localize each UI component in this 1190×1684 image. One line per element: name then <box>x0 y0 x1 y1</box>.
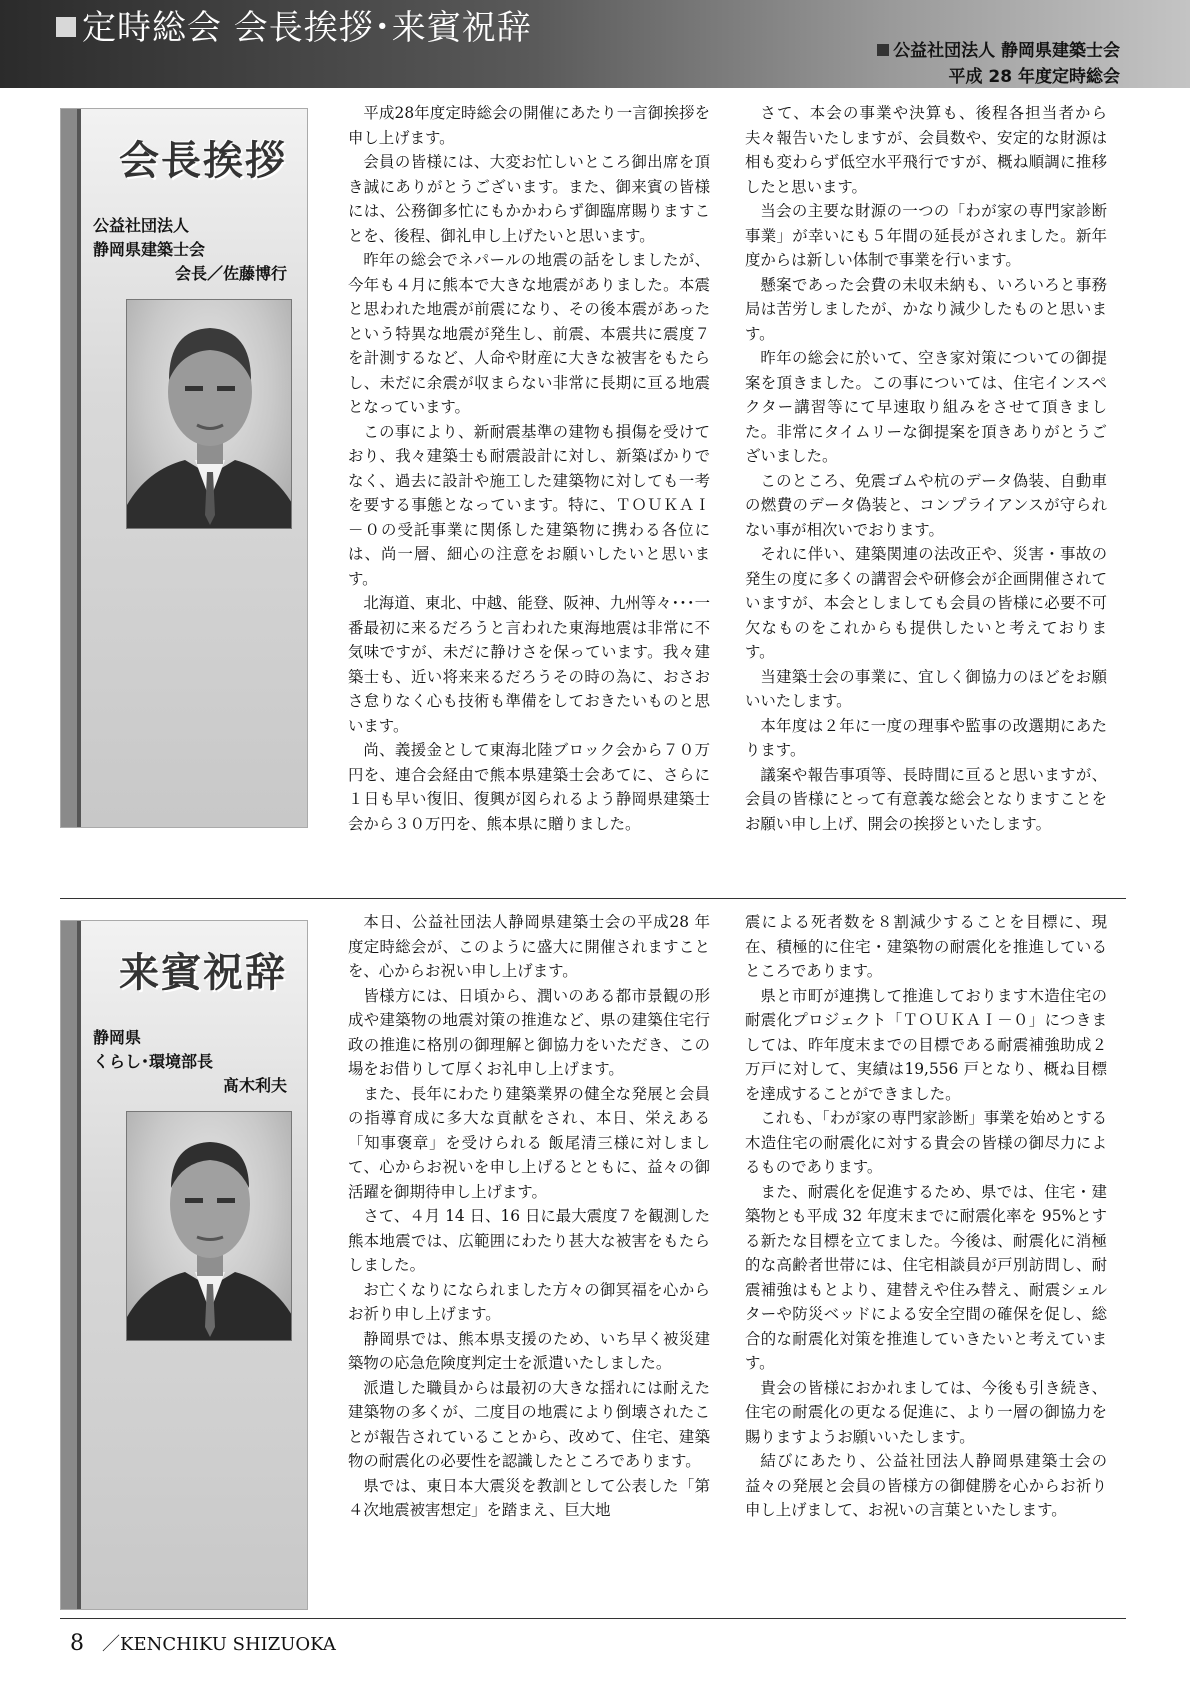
paragraph: これも、「わが家の専門家診断」事業を始めとする木造住宅の耐震化に対する貴会の皆様の御尽力によるものであります。 <box>745 1109 1107 1176</box>
paragraph: このところ、免震ゴムや杭のデータ偽装、自動車の燃費のデータ偽装と、コンプライアンスが守られない事が相次いでおります。 <box>745 471 1107 539</box>
paragraph: 当会の主要な財源の一つの「わが家の専門家診断事業」が幸いにも５年間の延長がされました。新年度からは新しい体制で事業を行います。 <box>745 202 1107 269</box>
paragraph: 議案や報告事項等、長時間に亘ると思いますが、会員の皆様にとって有意義な総会となりますことをお願い申し上げ、開会の挨拶といたします。 <box>745 765 1107 833</box>
paragraph: 昨年の総会に於いて、空き家対策についての御提案を頂きました。この事については、住宅インスペクター講習等にて早速取り組みをさせて頂きました。非常にタイムリーな御提案を頂きありがとうございました。 <box>745 349 1107 465</box>
paragraph: 当建築士会の事業に、宜しく御協力のほどをお願いいたします。 <box>745 667 1107 710</box>
paragraph: 北海道、東北、中越、能登、阪神、九州等々･･･一番最初に来るだろうと言われた東海地震は非常に不気味ですが、未だに静けさを保っています。我々建築士も、近い将来来るだろうその時の為に、おさおさ怠りなく心も技術も準備をしておきたいものと思います。 <box>348 594 710 735</box>
paragraph: 尚、義援金として東海北陸ブロック会から７０万円を、連合会経由で熊本県建築士会あてに、さらに１日も早い復旧、復興が図られるよう静岡県建築士会から３０万円を、熊本県に贈りました。 <box>348 741 710 833</box>
page-number: 8 <box>70 1631 84 1656</box>
greeting-column-2 <box>745 101 1107 836</box>
card-org-line2: くらし･環境部長 <box>93 1052 214 1071</box>
footer-divider <box>60 1618 1126 1619</box>
paragraph: 県では、東日本大震災を教訓として公表した「第４次地震被害想定」を踏まえ、巨大地 <box>348 1476 710 1519</box>
page-footer <box>70 1630 336 1656</box>
card-title: 来賓祝辞 <box>119 950 287 996</box>
publication-name: ／KENCHIKU SHIZUOKA <box>102 1634 336 1655</box>
paragraph: 皆様方には、日頃から、潤いのある都市景観の形成や建築物の地震対策の推進など、県の建築住宅行政の推進に格別の御理解と御協力をいただき、この場をお借りして厚くお礼申し上げます。 <box>348 986 710 1078</box>
paragraph: さて、本会の事業や決算も、後程各担当者から夫々報告いたしますが、会員数や、安定的な財源は相も変わらず低空水平飛行ですが、概ね順調に推移したと思います。 <box>745 104 1107 196</box>
paragraph: 本日、公益社団法人静岡県建築士会の平成28 年度定時総会が、このように盛大に開催されますことを、心からお祝い申し上げます。 <box>348 913 710 980</box>
paragraph: さて、４月 14 日、16 日に最大震度７を観測した熊本地震では、広範囲にわたり甚大な被害をもたらしました。 <box>348 1207 710 1274</box>
paragraph: 結びにあたり、公益社団法人静岡県建築士会の益々の発展と会員の皆様方の御健勝を心からお祈り申し上げまして、お祝いの言葉といたします。 <box>745 1452 1107 1519</box>
portrait-image <box>127 300 292 529</box>
greeting-column-1 <box>348 101 710 836</box>
card-title: 会長挨拶 <box>119 138 287 184</box>
paragraph: 懸案であった会費の未収未納も、いろいろと事務局は苦労しましたが、かなり減少したものと思います。 <box>745 275 1107 343</box>
paragraph: 本年度は２年に一度の理事や監事の改選期にあたります。 <box>745 716 1107 759</box>
square-bullet-icon <box>56 17 76 37</box>
portrait-image <box>127 1112 292 1341</box>
page-title: 定時総会 会長挨拶･来賓祝辞 <box>56 6 532 50</box>
paragraph: 県と市町が連携して推進しております木造住宅の耐震化プロジェクト「ＴＯＵＫＡＩ－０」につきましては、昨年度末までの目標である耐震補強助成２万戸に対して、実績は19,556 戸となり、概ね目標を達成することができました。 <box>745 986 1107 1103</box>
card-speaker-name: 髙木利夫 <box>222 1076 287 1095</box>
paragraph: 貴会の皆様におかれましては、今後も引き続き、住宅の耐震化の更なる促進に、より一層の御協力を賜りますようお願いいたします。 <box>745 1378 1107 1446</box>
header-event-name: 平成 28 年度定時総会 <box>948 67 1120 87</box>
card-org-line1: 静岡県 <box>93 1028 142 1047</box>
paragraph: 派遣した職員からは最初の大きな揺れには耐えた建築物の多くが、二度目の地震により倒壊されたことが報告されていることから、改めて、住宅、建築物の耐震化の必要性を認識したところであります。 <box>348 1378 710 1470</box>
card-org-line2: 静岡県建築士会 <box>93 240 206 259</box>
square-bullet-icon <box>877 44 889 56</box>
paragraph: また、長年にわたり建築業界の健全な発展と会員の指導育成に多大な貢献をされ、本日、栄えある「知事褒章」を受けられる 飯尾清三様に対しまして、心からお祝いを申し上げるとともに、益々の御活躍を御期待申し上げます。 <box>348 1084 710 1201</box>
section-divider <box>60 898 1126 899</box>
president-greeting-card <box>60 108 308 828</box>
header-organization <box>877 38 1120 90</box>
paragraph: 静岡県では、熊本県支援のため、いち早く被災建築物の応急危険度判定士を派遣いたしました。 <box>348 1329 710 1372</box>
paragraph: それに伴い、建築関連の法改正や、災害・事故の発生の度に多くの講習会や研修会が企画開催されていますが、本会としましても会員の皆様に必要不可欠なものをこれからも提供したいと考えております。 <box>745 545 1107 661</box>
card-org-line1: 公益社団法人 <box>93 216 190 235</box>
header-org-name: 公益社団法人 静岡県建築士会 <box>893 41 1120 61</box>
guest-congratulation-card <box>60 920 308 1610</box>
paragraph: 震による死者数を８割減少することを目標に、現在、積極的に住宅・建築物の耐震化を推進しているところであります。 <box>745 913 1107 980</box>
speaker-photo <box>126 299 292 529</box>
congratulation-column-2 <box>745 910 1107 1523</box>
card-speaker-name: 会長／佐藤博行 <box>174 264 287 283</box>
page-header <box>0 0 1190 88</box>
paragraph: 昨年の総会でネパールの地震の話をしましたが、今年も４月に熊本で大きな地震がありました。本震と思われた地震が前震になり、その後本震があったという特異な地震が発生し、前震、本震共に震度７を計測するなど、人命や財産に大きな被害をもたらし、未だに余震が収まらない非常に長期に亘る地震となっています。 <box>348 251 710 416</box>
speaker-photo <box>126 1111 292 1341</box>
paragraph: また、耐震化を促進するため、県では、住宅・建築物とも平成 32 年度末までに耐震化率を 95%とする新たな目標を立てました。今後は、耐震化に消極的な高齢者世帯には、住宅相談員が戸別訪問し、耐震補強はもとより、建替えや住み替え、耐震シェルターや防災ベッドによる安全空間の確保を促し、総合的な耐震化対策を推進していきたいと考えています。 <box>745 1182 1107 1372</box>
paragraph: 平成28年度定時総会の開催にあたり一言御挨拶を申し上げます。 <box>348 104 710 147</box>
paragraph: お亡くなりになられました方々の御冥福を心からお祈り申し上げます。 <box>348 1280 710 1323</box>
paragraph: 会員の皆様には、大変お忙しいところ御出席を頂き誠にありがとうございます。また、御来賓の皆様には、公務御多忙にもかかわらず御臨席賜りますことを、後程、御礼申し上げたいと思います。 <box>348 153 710 245</box>
congratulation-column-1 <box>348 910 710 1523</box>
paragraph: この事により、新耐震基準の建物も損傷を受けており、我々建築士も耐震設計に対し、新築ばかりでなく、過去に設計や施工した建築物に対しても一考を要する事態となっています。特に、ＴＯＵＫＡＩ－０の受託事業に関係した建築物に携わる各位には、尚一層、細心の注意をお願いしたいと思います。 <box>348 422 710 588</box>
